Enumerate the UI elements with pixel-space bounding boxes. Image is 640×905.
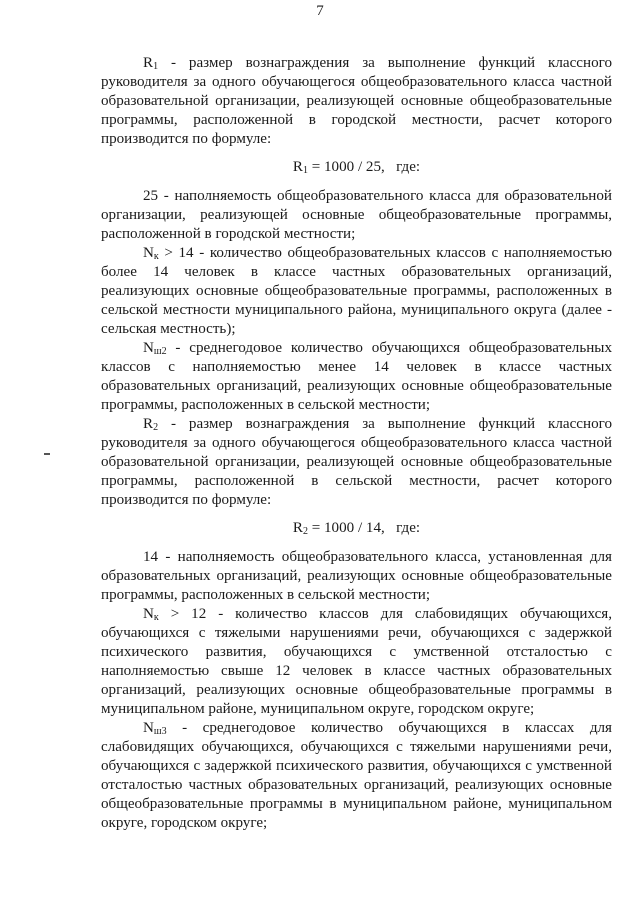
formula-text: = 1000 / 25, где: [307, 159, 421, 175]
variable-subscript: к [153, 612, 159, 623]
paragraph-nsh3-definition [101, 719, 612, 833]
scan-mark [44, 453, 50, 455]
paragraph-14-definition: 14 - наполняемость общеобразовательного класса, установленная для образовательных организаций, реализующих основные общеобразовательные программы, расположенных в сельской местности; [101, 549, 612, 603]
variable-symbol: N [143, 606, 154, 622]
variable-symbol: R [143, 55, 154, 71]
document-body [101, 54, 612, 833]
variable-subscript: ш3 [153, 726, 167, 737]
paragraph-text: - размер вознаграждения за выполнение функций классного руководителя за одного обучающегося общеобразовательного класса частной образовательной организации, реализующей основные общеобразовательные программы, расположенной в сельской местности, расчет которого производится по формуле: [101, 416, 612, 508]
paragraph-25-definition: 25 - наполняемость общеобразовательного класса для образовательной организации, реализующей основные общеобразовательные программы, расположенной в городской местности; [101, 188, 612, 242]
formula-symbol: R [292, 520, 303, 536]
formula-subscript: 1 [302, 165, 308, 176]
formula-symbol: R [292, 159, 303, 175]
paragraph-r2-definition [101, 415, 612, 510]
paragraph-nk14-definition [101, 244, 612, 339]
formula-text: = 1000 / 14, где: [307, 520, 421, 536]
page-number: 7 [316, 3, 324, 19]
variable-subscript: 2 [153, 422, 159, 433]
variable-symbol: N [143, 720, 154, 736]
paragraph-nsh2-definition [101, 339, 612, 415]
paragraph-text: - размер вознаграждения за выполнение функций классного руководителя за одного обучающегося общеобразовательного класса частной образовательной организации, реализующей основные общеобразовательные программы, расположенной в городской местности, расчет которого производится по формуле: [101, 55, 612, 147]
variable-subscript: 1 [153, 61, 159, 72]
formula-subscript: 2 [302, 526, 308, 537]
paragraph-text: - среднегодовое количество обучающихся общеобразовательных классов с наполняемостью менее 14 человек в классе частных образовательных организаций, реализующих основные общеобразовательные программы, расположенных в сельской местности; [101, 340, 612, 413]
formula-r2 [101, 519, 612, 538]
variable-subscript: к [153, 251, 159, 262]
paragraph-r1-definition [101, 54, 612, 149]
variable-subscript: ш2 [153, 346, 167, 357]
variable-symbol: R [143, 416, 154, 432]
paragraph-text: - среднегодовое количество обучающихся в классах для слабовидящих обучающихся, обучающихся с тяжелыми нарушениями речи, обучающихся с задержкой психического развития, обучающихся с умственной отсталостью частных образовательных организаций, реализующих основные общеобразовательные программы в муниципальном районе, муниципальном округе, городском округе; [101, 720, 612, 831]
variable-symbol: N [143, 245, 154, 261]
paragraph-nk12-definition [101, 605, 612, 719]
variable-symbol: N [143, 340, 154, 356]
formula-r1 [101, 158, 612, 177]
paragraph-text: > 12 - количество классов для слабовидящих обучающихся, обучающихся с тяжелыми нарушениями речи, обучающихся с задержкой психического развития, обучающихся с умственной отсталостью с наполняемостью свыше 12 человек в классе частных образовательных организаций, реализующих основные общеобразовательные программы в муниципальном районе, муниципальном округе, городском округе; [101, 606, 612, 717]
paragraph-text: > 14 - количество общеобразовательных классов с наполняемостью более 14 человек в классе частных образовательных организаций, реализующих основные общеобразовательные программы, расположенных в сельской местности муниципального района, муниципального округа (далее - сельская местность); [101, 245, 612, 337]
